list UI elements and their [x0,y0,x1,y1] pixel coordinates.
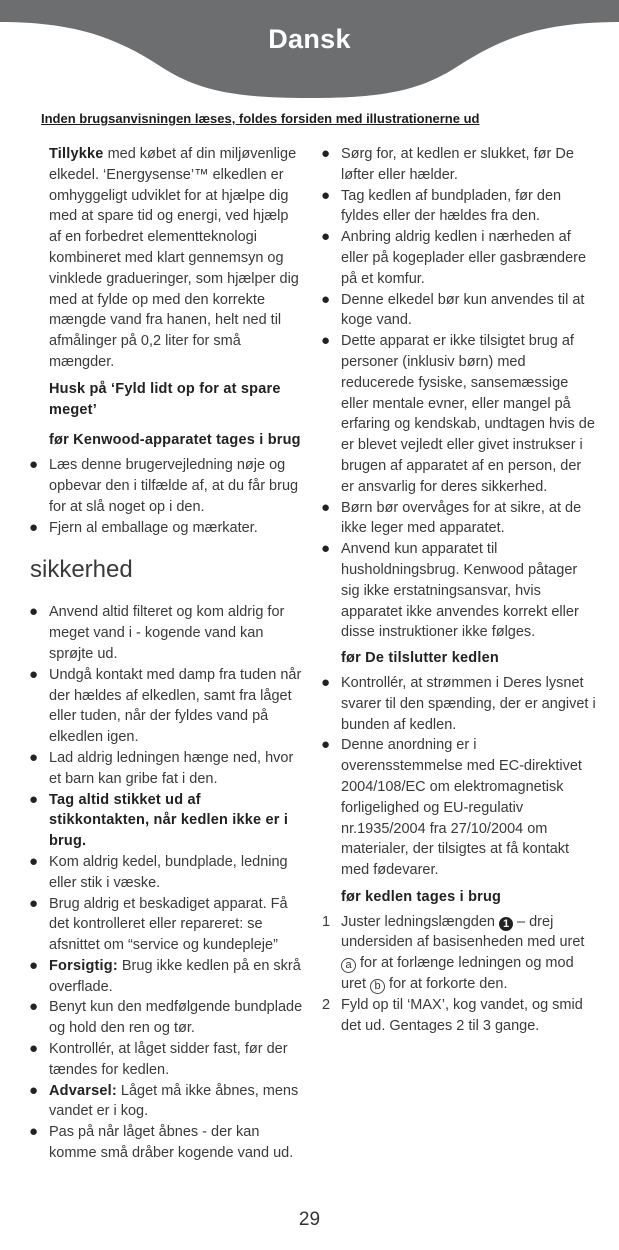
list-item: ● Kontrollér, at låget sidder fast, før der tændes for kedlen. [29,1040,288,1078]
numbered-step: 2 Fyld op til ‘MAX’, kog vandet, og smid det ud. Gentages 2 til 3 gange. [322,996,583,1034]
page-number: 29 [298,1209,321,1230]
list-item: ● Anvend altid filteret og kom aldrig for meget vand i - kogende vand kan sprøjte ud. [29,603,285,662]
slogan-heading: Husk på ‘Fyld lidt op for at spare meget’ [49,380,281,418]
list-item: ● Pas på når låget åbnes - der kan komme små dråber kogende vand ud. [29,1123,294,1162]
list-item: ● Dette apparat er ikke tilsigtet brug af personer (inklusiv børn) med reducerede fysiske, sansemæssige eller mentale evner, eller mangel på erfaring og kendskab, undtagen hvis de er blevet vejledt eller givet instrukser i brugen af apparatet af en person, der er ansvarlig for deres sikkerhed. [321,332,595,495]
list-item: ● Kontrollér, at strømmen i Deres lysnet svarer til den spænding, der er angivet i bunden af kedlen. [321,673,596,733]
list-item: ● Advarsel: Låget må ikke åbnes, mens vandet er i kog. [29,1081,299,1120]
list-item: ● Fjern al emballage og mærkater. [29,518,258,536]
before-use-heading: før Kenwood-apparatet tages i brug [49,432,301,449]
list-item: ● Brug aldrig et beskadiget apparat. Få det kontrolleret eller repareret: se afsnittet om “service og kundepleje” [29,894,288,954]
list-item: ● Læs denne brugervejledning nøje og opbevar den i tilfælde af, at du får brug for at slå noget op i den. [29,456,299,515]
list-item: ● Børn bør overvåges for at sikre, at de ikke leger med apparatet. [321,498,582,537]
language-title: Dansk [268,24,351,54]
letter-a-icon: a [341,958,356,973]
first-use-heading: før kedlen tages i brug [341,888,502,905]
list-item: ● Sørg for, at kedlen er slukket, før De løfter eller hælder. [321,145,574,183]
list-item: ● Forsigtig: Brug ikke kedlen på en skrå overflade. [29,956,301,995]
list-item: ● Kom aldrig kedel, bundplade, ledning eller stik i væske. [29,852,288,891]
intro-text: med købet af din miljøvenlige elkedel. ‘Energysense’™ elkedlen er omhyggeligt udviklet for at hjælpe dig med at spare tid og energi, ved hjælp af en forbedret elementteknologi kombineret med klart gennemsyn og vinklede gradueringer, som hjælper dig med at fylde op med den korrekte mængde vand fra hanen, helt ned til afmålinger på 0,2 liter for små mængder. [49,146,299,370]
connect-heading: før De tilslutter kedlen [341,650,499,667]
list-item: ● Benyt kun den medfølgende bundplade og hold den ren og tør. [29,998,303,1037]
number-one-icon: 1 [499,917,513,931]
list-item: ● Undgå kontakt med damp fra tuden når der hældes af elkedlen, samt fra låget eller tuden, når der fyldes vand på elkedlen igen. [29,665,302,746]
list-item: ● Tag kedlen af bundpladen, før den fyldes eller der hældes fra den. [321,186,562,225]
list-item: ● Anvend kun apparatet til husholdningsbrug. Kenwood påtager sig ikke erstatningsansvar, hvis apparatet ikke anvendes korrekt eller disse instruktioner ikke følges. [321,540,579,641]
numbered-step: 1 Juster ledningslængden 1 – drej undersiden af basisenheden med uret a for at forlænge ledningen og mod uret b for at forkorte den. [322,913,585,993]
letter-b-icon: b [370,979,385,994]
safety-title: sikkerhed [30,556,133,584]
fold-instruction: Inden brugsanvisningen læses, foldes forsiden med illustrationerne ud [41,111,480,126]
left-column [28,144,303,1164]
list-item: ● Anbring aldrig kedlen i nærheden af eller på kogeplader eller gasbrændere på et komfur. [321,228,587,287]
list-item: ● Lad aldrig ledningen hænge ned, hvor et barn kan gribe fat i den. [29,748,294,787]
intro-paragraph [28,144,303,373]
list-item: ● Tag altid stikket ud af stikkontakten, når kedlen ikke er i brug. [29,790,289,850]
intro-strong: Tillykke [49,146,104,162]
right-column [320,144,598,1036]
list-item: ● Denne elkedel bør kun anvendes til at koge vand. [321,290,585,329]
list-item: ● Denne anordning er i overensstemmelse med EC-direktivet 2004/108/EC om elektromagnetisk forligelighed og EU-regulativ nr.1935/2004 fra 27/10/2004 om materialer, der tilsigtes at få kontakt med fødevarer. [321,736,582,879]
